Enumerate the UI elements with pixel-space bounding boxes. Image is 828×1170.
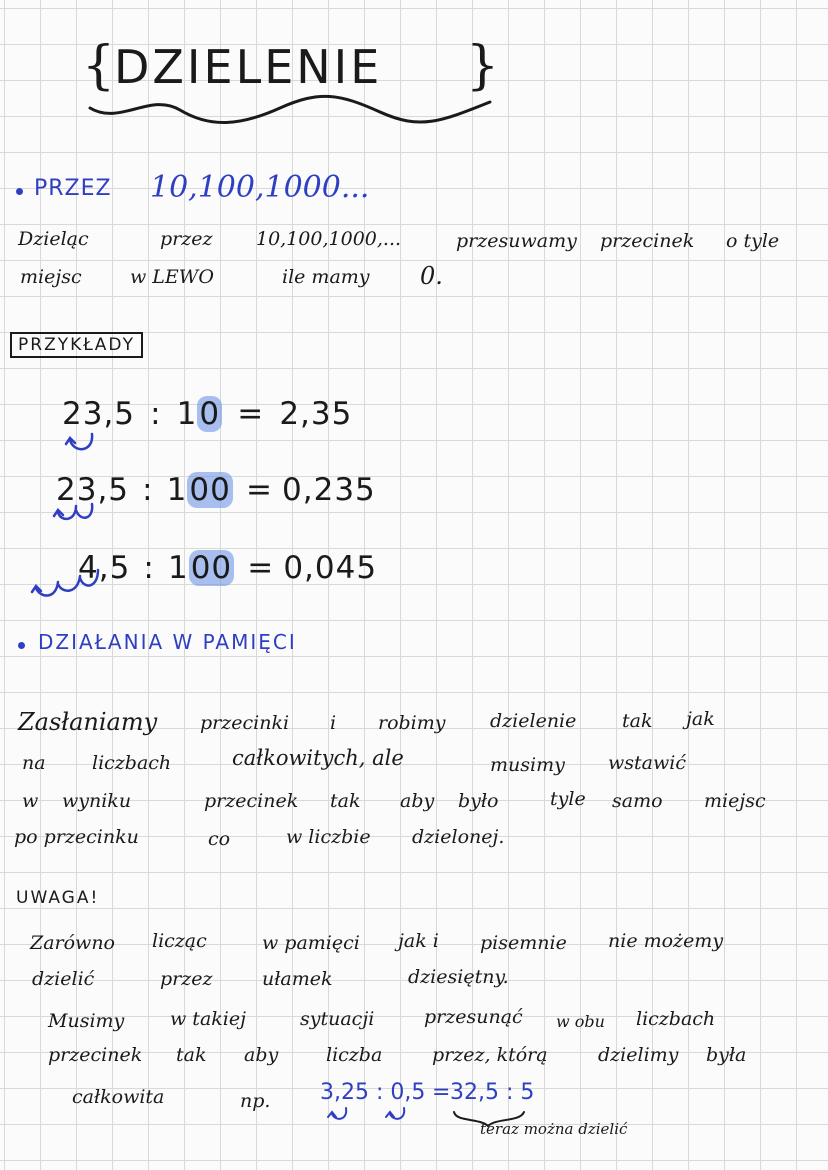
s2-l4-w1: co — [208, 828, 231, 850]
w-l5-w0: całkowita — [72, 1086, 165, 1108]
eq3-divisor-plain: 1 — [167, 550, 189, 586]
eq1-divisor-zero: 0 — [199, 396, 221, 432]
s2-l3-w2: przecinek — [204, 790, 299, 812]
w-l1-w1: licząc — [152, 930, 207, 952]
s2-l3-w4: aby — [400, 790, 435, 812]
w-l3-w2: sytuacji — [300, 1008, 375, 1030]
w-l4-w0: przecinek — [48, 1044, 143, 1066]
w-l4-w1: tak — [176, 1044, 207, 1066]
eq3-result: 0,045 — [283, 550, 378, 586]
eq2-arrows-icon — [52, 500, 112, 530]
eq1-dividend: 23,5 — [62, 396, 136, 432]
s2-l2-w3: musimy — [490, 754, 565, 776]
eq2-result: 0,235 — [282, 472, 376, 508]
s2-l4-w3: dzielonej. — [412, 826, 505, 848]
w-l1-w5: nie możemy — [608, 930, 724, 952]
w-l3-w4: w obu — [556, 1012, 605, 1031]
section1-heading-numbers: 10,100,1000... — [150, 170, 370, 205]
s2-l1-w4: dzielenie — [490, 710, 577, 732]
s2-l4-w2: w liczbie — [286, 826, 371, 848]
example-eq3 — [78, 550, 377, 586]
s2-l2-w1: liczbach — [92, 752, 172, 774]
s1-l1-w3: przesuwamy — [456, 230, 577, 252]
s2-l4-w0: po przecinku — [14, 826, 139, 848]
eq3-divisor-zeros: 00 — [190, 550, 233, 586]
examples-label: PRZYKŁADY — [10, 332, 143, 358]
s2-l3-w6: tyle — [550, 788, 586, 810]
w-l4-w4: przez, którą — [432, 1044, 548, 1066]
w-l2-w3: dziesiętny. — [408, 966, 509, 988]
title-wave-underline — [80, 96, 500, 136]
warning-example-right: 32,5 : 5 — [450, 1080, 535, 1105]
warning-note: teraz można dzielić — [480, 1120, 628, 1138]
title-block — [80, 28, 500, 128]
w-l5-w1: np. — [240, 1090, 271, 1112]
w-l3-w0: Musimy — [48, 1010, 125, 1032]
s1-l1-w4: przecinek — [600, 230, 695, 252]
eq1-result: 2,35 — [279, 396, 353, 432]
eq2-op: : — [142, 472, 154, 508]
eq1-arrow-icon — [64, 430, 104, 460]
warning-example-equals: = — [432, 1080, 451, 1105]
s2-l3-w1: wyniku — [62, 790, 132, 812]
s2-l3-w3: tak — [330, 790, 361, 812]
w-l3-w5: liczbach — [636, 1008, 716, 1030]
s1-l2-w3: 0. — [420, 262, 443, 290]
w-l1-w4: pisemnie — [480, 932, 567, 954]
title-brace-right: } — [466, 36, 500, 96]
s2-l2-w0: na — [22, 752, 46, 774]
eq2-equals: = — [245, 472, 273, 508]
w-l2-w0: dzielić — [32, 968, 95, 990]
eq3-equals: = — [247, 550, 275, 586]
s2-l1-w6: jak — [686, 708, 715, 730]
eq2-dividend: 23,5 — [56, 472, 130, 508]
w-l4-w3: liczba — [326, 1044, 383, 1066]
bullet-section1 — [16, 188, 23, 195]
w-l4-w5: dzielimy — [598, 1044, 679, 1066]
w-l3-w1: w takiej — [170, 1008, 246, 1030]
w-l3-w3: przesunąć — [424, 1006, 523, 1028]
page-title: DZIELENIE — [114, 40, 383, 94]
example-eq1 — [62, 396, 352, 432]
w-l1-w2: w pamięci — [262, 932, 360, 954]
w-l2-w1: przez — [160, 968, 213, 990]
s2-l3-w5: było — [458, 790, 499, 812]
s1-l2-w2: ile mamy — [282, 266, 370, 288]
section1-heading-prefix: PRZEZ — [34, 176, 112, 201]
w-l4-w6: była — [706, 1044, 747, 1066]
s1-l1-w1: przez — [160, 228, 213, 250]
s2-l1-w2: i — [330, 712, 337, 734]
s2-l1-w0: Zasłaniamy — [18, 708, 158, 736]
eq2-divisor-plain: 1 — [166, 472, 188, 508]
eq1-op: : — [150, 396, 162, 432]
s1-l1-w0: Dzieląc — [18, 228, 89, 250]
w-l1-w3: jak i — [398, 930, 439, 952]
s2-l3-w0: w — [22, 790, 39, 812]
eq1-divisor-1: 1 — [176, 396, 198, 432]
bullet-section2 — [18, 642, 25, 649]
warning-label: UWAGA! — [16, 888, 100, 908]
s1-l2-w1: w LEWO — [130, 266, 214, 288]
w-l2-w2: ułamek — [262, 968, 333, 990]
s2-l3-w8: miejsc — [704, 790, 766, 812]
s1-l1-w5: o tyle — [726, 230, 780, 252]
s2-l3-w7: samo — [612, 790, 663, 812]
eq1-equals: = — [237, 396, 265, 432]
s2-l2-w2: całkowitych, ale — [232, 746, 404, 770]
s2-l1-w1: przecinki — [200, 712, 290, 734]
s2-l1-w3: robimy — [378, 712, 446, 734]
s1-l1-w2: 10,100,1000,... — [256, 228, 402, 250]
section2-heading: DZIAŁANIA W PAMIĘCI — [38, 630, 297, 654]
w-l4-w2: aby — [244, 1044, 279, 1066]
eq3-arrows-icon — [28, 566, 108, 606]
w-l1-w0: Zarówno — [30, 932, 115, 954]
eq3-op: : — [143, 550, 155, 586]
title-brace-left: { — [82, 36, 116, 96]
s1-l2-w0: miejsc — [20, 266, 82, 288]
s2-l2-w4: wstawić — [608, 752, 686, 774]
eq3-dividend: 4,5 — [78, 550, 131, 586]
warning-example-arrows-icon — [324, 1106, 444, 1130]
eq2-divisor-zeros: 00 — [189, 472, 231, 508]
warning-example-left: 3,25 : 0,5 — [320, 1080, 426, 1105]
s2-l1-w5: tak — [622, 710, 653, 732]
